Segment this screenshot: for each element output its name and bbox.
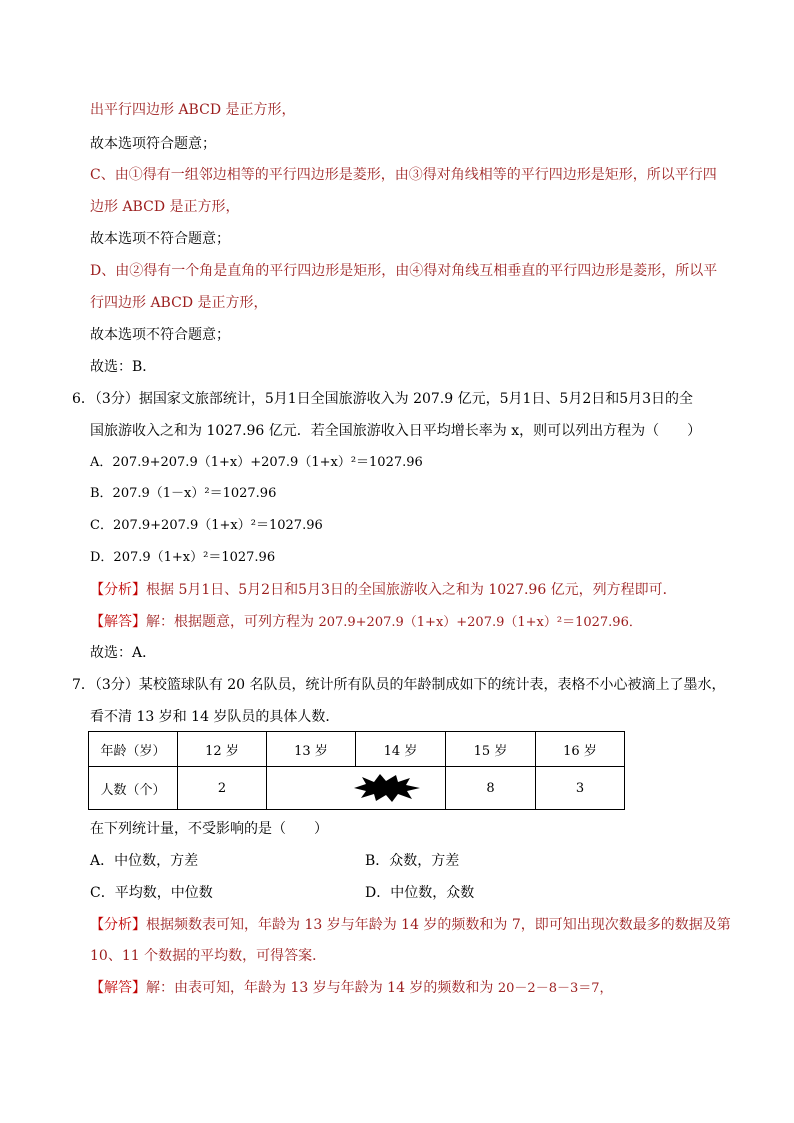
q7-stem: 7．（3分）某校篮球队有 20 名队员，统计所有队员的年龄制成如下的统计表，表格不小心被滴上了墨水， — [72, 677, 726, 693]
q6-choice: 故选：A． — [90, 645, 157, 661]
q6-stem: 6．（3分）据国家文旅部统计，5月1日全国旅游收入为 207.9 亿元，5月1日、5月2日和5月3日的全 — [72, 391, 694, 407]
q7-option-a: A．中位数，方差 — [90, 853, 199, 869]
q7-option-b: B．众数，方差 — [365, 853, 460, 869]
q7-stem: 看不清 13 岁和 14 岁队员的具体人数． — [90, 709, 340, 725]
q6-option-a: A．207.9+207.9（1+x）+207.9（1+x）²＝1027.96 — [90, 455, 423, 470]
table-cell: 人数（个） — [89, 767, 178, 810]
table-cell: 年龄（岁） — [89, 732, 178, 767]
answer-tag: 【解答】 — [90, 980, 146, 996]
q7-answer — [90, 978, 613, 999]
solution-line: 故本选项符合题意； — [90, 136, 216, 152]
answer-equation: 20－2－8－3＝7， — [497, 981, 613, 996]
solution-line: 行四边形 ABCD 是正方形， — [90, 295, 268, 311]
solution-line: 出平行四边形 ABCD 是正方形， — [90, 102, 296, 118]
age-table — [88, 731, 625, 810]
table-cell: 15 岁 — [446, 732, 536, 767]
solution-line: 故本选项不符合题意； — [90, 327, 230, 343]
q7-option-d: D．中位数，众数 — [365, 885, 475, 901]
q6-stem: 国旅游收入之和为 1027.96 亿元．若全国旅游收入日平均增长率为 x，则可以列出方程为（ ） — [90, 423, 702, 439]
analysis-tag: 【分析】 — [90, 917, 146, 933]
q6-option-d: D．207.9（1+x）²＝1027.96 — [90, 550, 276, 565]
analysis-tag: 【分析】 — [90, 582, 146, 598]
solution-line: C、由①得有一组邻边相等的平行四边形是菱形，由③得对角线相等的平行四边形是矩形，所以平行四 — [90, 167, 717, 183]
q6-option-b: B．207.9（1－x）²＝1027.96 — [90, 486, 277, 501]
q6-option-c: C．207.9+207.9（1+x）²＝1027.96 — [90, 518, 323, 533]
answer-equation: 207.9+207.9（1+x）+207.9（1+x）²＝1027.96． — [318, 615, 642, 630]
answer-text: 解：由表可知，年龄为 13 岁与年龄为 14 岁的频数和为 — [146, 980, 498, 996]
solution-line: 边形 ABCD 是正方形， — [90, 199, 240, 215]
q7-option-c: C．平均数，中位数 — [90, 885, 213, 901]
table-cell: 2 — [178, 767, 267, 810]
q7-analysis-cont: 10、11 个数据的平均数，可得答案． — [90, 948, 327, 964]
solution-line: D、由②得有一个角是直角的平行四边形是矩形，由④得对角线互相垂直的平行四边形是菱形，所以平 — [90, 263, 718, 279]
solution-line: 故本选项不符合题意； — [90, 231, 230, 247]
q7-question: 在下列统计量，不受影响的是（ ） — [90, 821, 328, 837]
table-cell: 13 岁 — [267, 732, 356, 767]
final-choice: 故选：B． — [90, 359, 157, 375]
table-cell: 16 岁 — [536, 732, 625, 767]
answer-tag: 【解答】 — [90, 614, 146, 630]
table-cell: 3 — [536, 767, 625, 810]
table-cell: 8 — [446, 767, 536, 810]
table-cell: 14 岁 — [356, 732, 446, 767]
q7-analysis — [90, 915, 731, 935]
q6-answer — [90, 612, 642, 633]
ink-blot-cell — [267, 767, 446, 810]
analysis-text: 根据频数表可知，年龄为 13 岁与年龄为 14 岁的频数和为 7，即可知出现次数最多的数据及第 — [146, 917, 731, 933]
ink-blot-icon — [352, 773, 422, 803]
analysis-text: 根据 5月1日、5月2日和5月3日的全国旅游收入之和为 1027.96 亿元，列方程即可． — [146, 582, 677, 598]
table-cell: 12 岁 — [178, 732, 267, 767]
table-header-row — [89, 732, 625, 767]
table-row — [89, 767, 625, 810]
q6-analysis — [90, 580, 677, 600]
answer-text: 解：根据题意，可列方程为 — [146, 614, 319, 630]
